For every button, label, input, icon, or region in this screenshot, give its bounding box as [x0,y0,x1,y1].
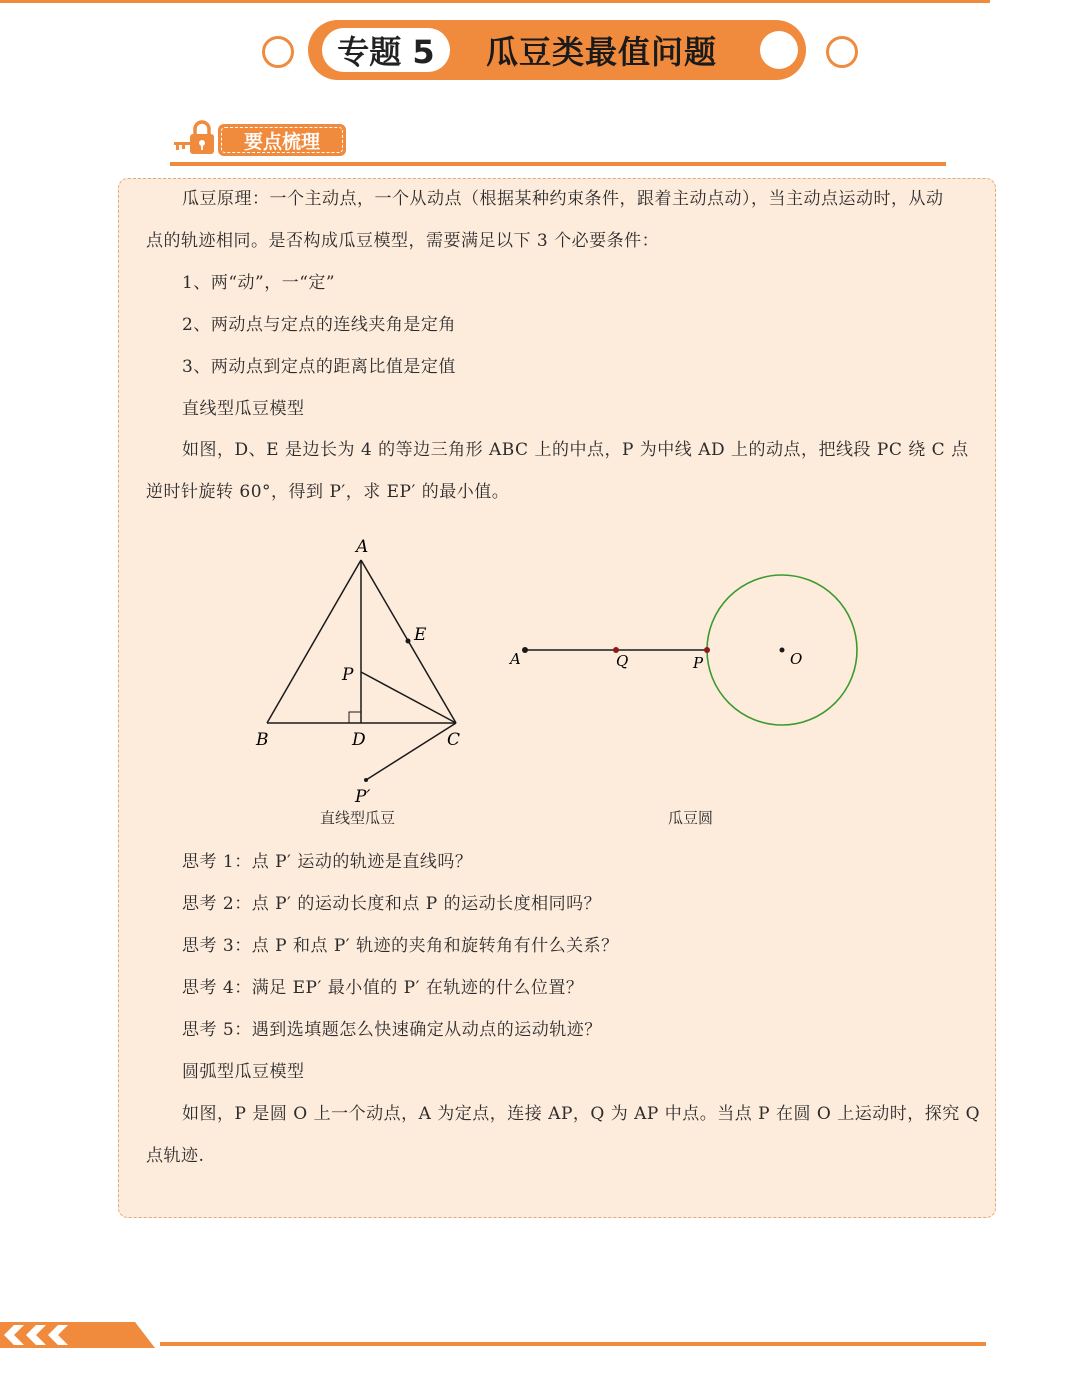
triangle-caption: 直线型瓜豆 [320,809,396,827]
lock-key-icon [172,120,222,162]
right-ring-ornament [826,36,858,68]
linear-problem-line-1: 如图，D、E 是边长为 4 的等边三角形 ABC 上的中点，P 为中线 AD 上的动点，把线段 PC 绕 C 点 [182,440,969,460]
arc-model-heading: 圆弧型瓜豆模型 [182,1062,305,1082]
condition-2: 2、两动点与定点的连线夹角是定角 [182,315,456,335]
condition-3: 3、两动点到定点的距离比值是定值 [182,357,456,377]
point-o [780,648,785,653]
point-p [704,647,710,653]
think-5: 思考 5：遇到选填题怎么快速确定从动点的运动轨迹？ [182,1020,602,1040]
triangle-figure [240,530,500,810]
section-tag [218,124,346,156]
label-a: A [510,650,521,668]
side-ab [267,560,361,723]
point-e [406,639,411,644]
circle-figure [500,560,880,740]
right-angle-mark [349,712,361,723]
arc-problem-line-1: 如图，P 是圆 O 上一个动点，A 为定点，连接 AP，Q 为 AP 中点。当点 P 在圆 O 上运动时，探究 Q [182,1104,981,1124]
label-a: A [356,537,369,557]
circle-caption: 瓜豆圆 [668,809,714,827]
label-q: Q [616,652,629,670]
linear-problem-line-2: 逆时针旋转 60°，得到 P′，求 EP′ 的最小值。 [146,482,510,502]
think-1: 思考 1：点 P′ 运动的轨迹是直线吗？ [182,852,473,872]
point-p-prime [364,778,368,782]
topic-label: 专题 5 [322,28,450,72]
label-d: D [352,730,366,750]
title-banner [308,20,806,80]
section-tag-label: 要点梳理 [221,127,343,153]
label-p: P [693,654,704,672]
footer-chevron-band [0,1322,160,1348]
principle-line-1: 瓜豆原理：一个主动点，一个从动点（根据某种约束条件，跟着主动点动），当主动点运动时，从动 [182,189,944,209]
think-2: 思考 2：点 P′ 的运动长度和点 P 的运动长度相同吗？ [182,894,602,914]
left-ring-ornament [262,36,294,68]
label-b: B [256,730,269,750]
linear-model-heading: 直线型瓜豆模型 [182,399,305,419]
point-a [522,647,528,653]
segment-cp-prime [366,723,456,780]
section-rule [170,162,946,166]
banner-dot-ornament [760,31,798,69]
think-4: 思考 4：满足 EP′ 最小值的 P′ 在轨迹的什么位置？ [182,978,584,998]
label-p: P [342,665,354,685]
think-3: 思考 3：点 P 和点 P′ 轨迹的夹角和旋转角有什么关系？ [182,936,619,956]
footer-rule [160,1342,986,1346]
arc-problem-line-2: 点轨迹. [146,1146,205,1166]
label-c: C [447,730,461,750]
label-o: O [790,650,803,668]
label-e: E [414,625,427,645]
page-title: 瓜豆类最值问题 [486,33,718,71]
label-p-prime: P′ [355,787,371,807]
condition-1: 1、两“动”，一“定” [182,273,336,293]
principle-line-2: 点的轨迹相同。是否构成瓜豆模型，需要满足以下 3 个必要条件： [146,231,660,251]
top-rule [0,0,990,3]
